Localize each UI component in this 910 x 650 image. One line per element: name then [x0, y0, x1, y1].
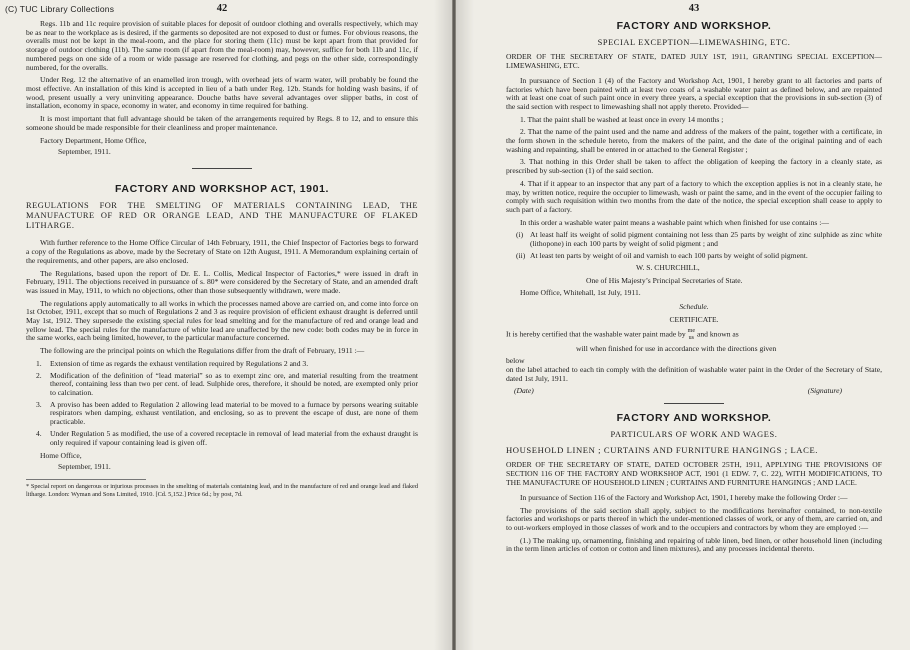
certificate-label: CERTIFICATE. [669, 315, 719, 325]
signature-date: September, 1911. [58, 462, 111, 472]
paragraph: In pursuance of Section 1 (4) of the Factory and Workshop Act, 1901, I hereby grant to all factories and parts of factories which have been painted with at least two coats of a washable water paint as defined below, and are repainted with at least one coat of such paint once in every three years, a special exception that the provisions in sub-section (3) of the said section with respect to limewashing shall not apply thereto. Provided— [506, 75, 882, 111]
signatory-title: One of His Majesty’s Principal Secretaries of State. [586, 276, 743, 286]
divider [192, 168, 252, 169]
certificate-line-1: It is hereby certified that the washable water paint made by me us and known as [506, 328, 739, 341]
order-text: ORDER OF THE SECRETARY OF STATE, DATED JULY 1ST, 1911, GRANTING SPECIAL EXCEPTION—LIMEWASHING, ETC. [506, 52, 882, 70]
footnote-rule [26, 479, 146, 480]
paragraph: Under Reg. 12 the alternative of an enamelled iron trough, with overhead jets of warm water, will probably be found the most effective. An installation of this kind is accepted in lieu of a bath under Reg. 12b. Stands for holding wash basins, if of wood, present usually a very uninviting appearance. Douche baths have several advantages over slipper baths, in cost of installation, economy in space, economy in water, and economy in time required for bathing. [26, 75, 418, 111]
certificate-below: below [506, 356, 525, 366]
paragraph: (1.) The making up, ornamenting, finishing and repairing of table linen, bed linen, or other household linen (including in the term linen articles of cotton or cotton and linen mixtures), and any processes incidental thereto. [506, 535, 882, 554]
signatory: W. S. CHURCHILL, [636, 263, 700, 273]
order-text: ORDER OF THE SECRETARY OF STATE, DATED OCTOBER 25TH, 1911, APPLYING THE PROVISIONS OF SECTION 116 OF THE FACTORY AND WORKSHOP ACT, 1901 (1 EDW. 7, C. 22), WITH MODIFICATIONS, TO THE MANUFACTURE OF HOUSEHOLD LINEN ; CURTAINS AND FURNITURE HANGINGS ; AND LACE. [506, 460, 882, 487]
paragraph: It is most important that full advantage should be taken of the arrangements required by Regs. 8 to 12, and to ensure this someone should be made responsible for their cleanliness and proper maintenance. [26, 114, 418, 132]
left-page [0, 0, 452, 650]
proviso: 3. That nothing in this Order shall be taken to affect the obligation of keeping the factory in a cleanly state, as prescribed by sub-section (1) of the said section. [506, 157, 882, 176]
list-item: (ii) At least ten parts by weight of oil and varnish to each 100 parts by weight of solid pigment. [516, 250, 808, 260]
paragraph: In this order a washable water paint means a washable paint which when finished for use contains :— [520, 217, 829, 227]
left-page-number: 42 [216, 3, 228, 14]
proviso: 2. That the name of the paint used and the name and address of the makers of the paint, together with a certificate, in the form shown in the schedule hereto, from the makers of the paint, and the date of the original painting and of each washing and repainting, shall be entered in or attached to the General Register ; [506, 127, 882, 154]
proviso: 4. That if it appear to an inspector that any part of a factory to which the exception applies is not in a cleanly state, he may, by written notice, require the occupier to limewash, wash or paint the same, and in the event of the occupier failing to comply with such requisition within two months from the date of the notice, the special exception shall cease to apply to such part of a factory. [506, 178, 882, 214]
certificate-line-2: will when finished for use in accordance with the directions given [576, 344, 777, 354]
signature-date: September, 1911. [58, 147, 111, 157]
right-page-number: 43 [688, 3, 700, 14]
signature-office: Factory Department, Home Office, [40, 136, 147, 146]
paragraph: Regs. 11b and 11c require provision of suitable places for deposit of outdoor clothing and overalls respectively, which may be as near to the workplace as is desired, if the garments so deposited are not exposed to dust or fumes. For obvious reasons, the overalls must not be kept in the meal-room, and the place for storing them (11c) must be kept apart from that provided for storage of outdoor clothing (11b). The same room (if apart from the meal-room) may, however, suffice for both 11b and 11c, if numbered pegs on one side of a room or wide passage are reserved for clothing, and pegs on the other side, correspondingly numbered, for the overalls. [26, 19, 418, 72]
paragraph: With further reference to the Home Office Circular of 14th February, 1911, the Chief Inspector of Factories begs to forward a copy of the Regulations as above, made by the Secretary of State on 12th August, 1911. A Memorandum explaining certain of the requirements, and other papers, are also enclosed. [26, 238, 418, 265]
signature-office: Home Office, [40, 451, 82, 461]
list-item: 4. Under Regulation 5 as modified, the use of a covered receptacle in removal of lead material from the exhaust draught is only required if vapour containing lead is given off. [36, 428, 418, 447]
date-signature-row: (Date) (Signature) [514, 386, 842, 396]
proviso: 1. That the paint shall be washed at least once in every 14 months ; [520, 114, 724, 124]
section-subheading: HOUSEHOLD LINEN ; CURTAINS AND FURNITURE HANGINGS ; LACE. [506, 445, 819, 456]
certificate-line-3: on the label attached to each tin comply with the definition of washable water paint in the Order of the Secretary of State, dated 1st July, 1911. [506, 365, 882, 384]
list-item: 2. Modification of the definition of “lead material” so as to exempt zinc ore, and material resulting from the treatment thereof, containing less than two per cent. of lead. Sulphide ores, therefore, it should be noted, are exempted only prior to calcination. [36, 370, 418, 397]
right-page [456, 0, 910, 650]
regulations-title: REGULATIONS FOR THE SMELTING OF MATERIALS CONTAINING LEAD, THE MANUFACTURE OF RED OR ORANGE LEAD, AND THE MANUFACTURE OF FLAKED LITHARGE. [26, 201, 418, 231]
watermark: (C) TUC Library Collections [5, 4, 115, 14]
section-subheading: PARTICULARS OF WORK AND WAGES. [610, 430, 778, 440]
paragraph: The Regulations, based upon the report of Dr. E. L. Collis, Medical Inspector of Factories,* were issued in draft in February, 1911. The objections received in pursuance of s. 80* were considered by the Secretary of State, and an amended draft was issued in May, 1911, to which no objections, other than those subsequently withdrawn, were made. [26, 268, 418, 295]
list-item: (i) At least half its weight of solid pigment containing not less than 25 parts by weight of zinc sulphide as zinc white (lithopone) in each 100 parts by weight of solid pigment ; and [516, 230, 882, 249]
schedule-label: Schedule. [679, 302, 709, 312]
section-subheading: SPECIAL EXCEPTION—LIMEWASHING, ETC. [597, 38, 791, 47]
paragraph: The following are the principal points on which the Regulations differ from the draft of February, 1911 :— [40, 346, 365, 356]
footnote: * Special report on dangerous or injurious processes in the smelting of materials containing lead, and in the manufacture of red and orange lead and flaked litharge. London: Wyman and Sons Limited, 1910. [Cd. 5,152.] Price 6d.; by post, 7d. [26, 483, 418, 498]
paragraph: The regulations apply automatically to all works in which the processes named above are carried on, and come into force on 1st October, 1911, except that so much of Regulations 2 and 3 as require provision of efficient exhaust draught is deferred until May 1st, 1912. They supersede the existing special rules for lead smelting and for the manufacture of red and orange lead and yellow lead. The special rules for the manufacture of white lead are unaffected by the new code: both codes may be in force in the same works, each being limited, however, to the particular manufacture concerned. [26, 298, 418, 343]
section-heading: FACTORY AND WORKSHOP. [616, 20, 772, 32]
section-heading: FACTORY AND WORKSHOP. [616, 412, 772, 425]
list-item: 1. Extension of time as regards the exhaust ventilation required by Regulations 2 and 3. [36, 358, 309, 368]
place-date: Home Office, Whitehall, 1st July, 1911. [520, 288, 641, 298]
list-item: 3. A proviso has been added to Regulation 2 allowing lead material to be moved to a furnace by persons wearing suitable respirators when damping, exhaust ventilation, and enclosing, so as to prevent the escape of dust, are none of them practicable. [36, 399, 418, 427]
paragraph: The provisions of the said section shall apply, subject to the modifications hereinafter contained, to non-textile factories and workshops or parts thereof in which the under-mentioned classes of work, or any of them, are carried on, and to out-workers employed in those classes of work and to the occupiers and contractors by whom they are employed :— [506, 505, 882, 532]
divider [664, 403, 724, 404]
act-title: FACTORY AND WORKSHOP ACT, 1901. [114, 183, 330, 196]
paragraph: In pursuance of Section 116 of the Factory and Workshop Act, 1901, I hereby make the following Order :— [520, 492, 848, 502]
